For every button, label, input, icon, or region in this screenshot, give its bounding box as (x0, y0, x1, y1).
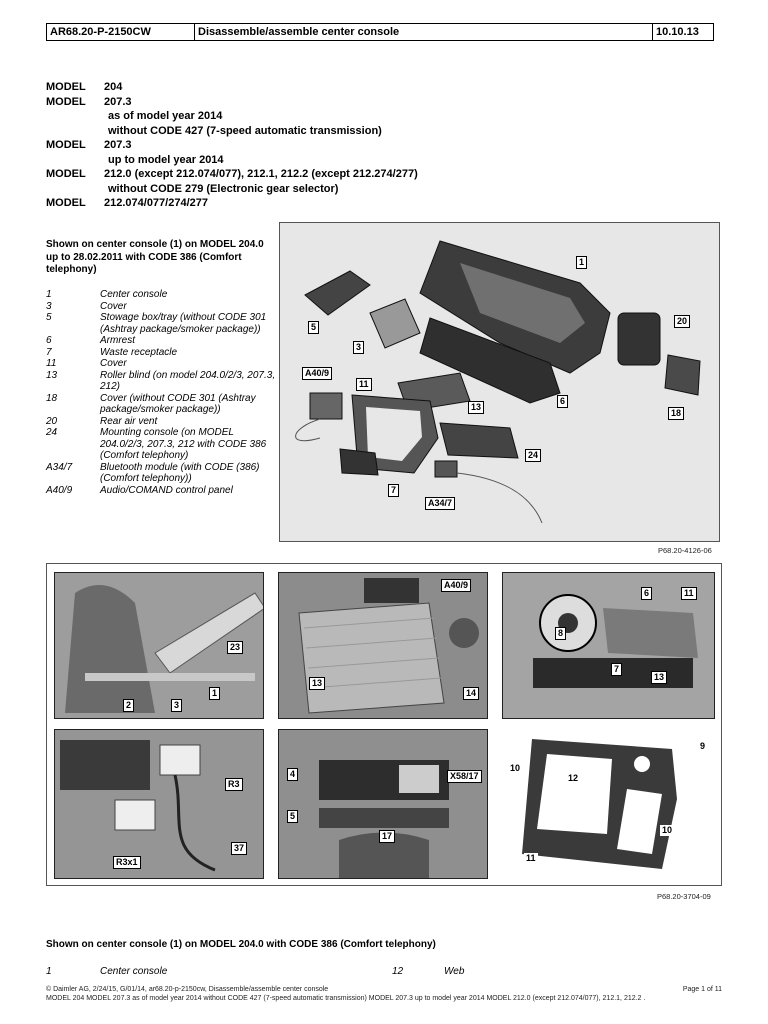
callout-12: 12 (568, 773, 579, 783)
figure1-caption: Shown on center console (1) on MODEL 204.0 up to 28.02.2011 with CODE 386 (Comfort telephony) (46, 239, 264, 275)
legend-item: 13 Roller blind (on model 204.0/2/3, 207.3, 212) (46, 369, 276, 392)
figure2-reference: P68.20-3704-09 (657, 892, 711, 901)
callout-2: 2 (123, 699, 134, 712)
photo-console-front (278, 729, 488, 879)
photo-grid-figure (46, 563, 722, 886)
figure1-legend (46, 289, 276, 496)
legend-item: 18 Cover (without CODE 301 (Ashtray package/smoker package)) (46, 392, 256, 415)
callout-4: 4 (287, 768, 298, 781)
document-header (46, 23, 714, 41)
callout-8: 8 (555, 627, 566, 640)
callout-6: 6 (641, 587, 652, 600)
bottom-legend-text-2: Web (444, 966, 465, 977)
legend-item: 11 Cover (46, 358, 127, 369)
callout-X58-17: X58/17 (447, 770, 482, 783)
model-row: MODEL 207.3 (46, 139, 132, 151)
callout-1: 1 (576, 256, 587, 269)
model-row: MODEL 212.0 (except 212.074/077), 212.1, 212.2 (except 212.274/277) (46, 168, 418, 180)
page-footer (46, 985, 722, 1003)
footer-page-number: Page 1 of 11 (682, 986, 722, 993)
callout-13: 13 (468, 401, 484, 414)
model-row: without CODE 279 (Electronic gear selector) (108, 182, 339, 195)
callout-10: 10 (662, 825, 673, 835)
legend-item: A34/7 Bluetooth module (with CODE (386) (Comfort telephony)) (46, 461, 260, 484)
callout-11: 11 (356, 378, 372, 391)
legend-item: 1 Center console (46, 289, 168, 300)
legend-item: 6 Armrest (46, 335, 135, 346)
callout-7: 7 (611, 663, 622, 676)
callout-A34-7: A34/7 (425, 497, 455, 510)
callout-5: 5 (287, 810, 298, 823)
legend-item: A40/9 Audio/COMAND control panel (46, 484, 233, 496)
model-row: MODEL 207.3 (46, 95, 132, 108)
model-row: MODEL 204 (46, 81, 123, 93)
callout-R3x1: R3x1 (113, 856, 141, 869)
callout-9: 9 (700, 741, 706, 751)
callout-5: 5 (308, 321, 319, 334)
model-row: up to model year 2014 (108, 153, 224, 166)
callout-17: 17 (379, 830, 395, 843)
exploded-view-figure (279, 222, 720, 542)
photo-gear-lever (54, 572, 264, 719)
exploded-view-drawing (280, 223, 720, 542)
legend-item: 7 Waste receptacle (46, 346, 178, 358)
callout-7: 7 (388, 484, 399, 497)
callout-23: 23 (227, 641, 243, 654)
doc-title: Disassemble/assemble center console (195, 24, 653, 40)
legend-item: 5 Stowage box/tray (without CODE 301 (Ashtray package/smoker package)) (46, 312, 267, 335)
callout-3: 3 (353, 341, 364, 354)
callout-6: 6 (557, 395, 568, 408)
callout-18: 18 (668, 407, 684, 420)
callout-14: 14 (463, 687, 479, 700)
callout-1: 1 (209, 687, 220, 700)
callout-A40-9: A40/9 (441, 579, 471, 592)
callout-24: 24 (525, 449, 541, 462)
callout-A40-9: A40/9 (302, 367, 332, 380)
model-row: as of model year 2014 (108, 110, 223, 122)
figure3-caption: Shown on center console (1) on MODEL 204.0 with CODE 386 (Comfort telephony) (46, 939, 436, 950)
photo-roller-blind (278, 572, 488, 719)
callout-13: 13 (651, 671, 667, 684)
model-list (46, 80, 418, 211)
model-row: without CODE 427 (7-speed automatic transmission) (108, 124, 382, 137)
doc-id: AR68.20-P-2150CW (47, 24, 195, 40)
photo-connector (54, 729, 264, 879)
bottom-legend-key-2: 12 (392, 966, 404, 977)
footer-models: MODEL 204 MODEL 207.3 as of model year 2014 without CODE 427 (7-speed automatic transmission) MODEL 207.3 up to model year 2014 MODEL 212.0 (except 212.074/077), 212.1, 212.2 . (46, 995, 646, 1002)
callout-R3: R3 (225, 778, 243, 791)
callout-13: 13 (309, 677, 325, 690)
legend-item: 24 Mounting console (on MODEL 204.0/2/3, 207.3, 212 with CODE 386 (Comfort telephony) (46, 427, 267, 461)
callout-37: 37 (231, 842, 247, 855)
legend-item: 3 Cover (46, 300, 127, 312)
photo-cover-removal (502, 572, 715, 719)
photo-web-frame (502, 729, 715, 879)
callout-3: 3 (171, 699, 182, 712)
callout-20: 20 (674, 315, 690, 328)
bottom-legend-text-1: Center console (100, 966, 168, 977)
legend-item: 20 Rear air vent (46, 415, 158, 427)
callout-11: 11 (526, 853, 536, 863)
callout-10: 10 (510, 763, 521, 773)
callout-11: 11 (681, 587, 697, 600)
model-row: MODEL 212.074/077/274/277 (46, 197, 208, 209)
footer-copyright: © Daimler AG, 2/24/15, G/01/14, ar68.20-p-2150cw, Disassemble/assemble center console (46, 986, 329, 993)
figure1-reference: P68.20-4126-06 (658, 546, 712, 555)
bottom-legend-key-1: 1 (46, 966, 52, 977)
doc-date: 10.10.13 (656, 26, 699, 38)
